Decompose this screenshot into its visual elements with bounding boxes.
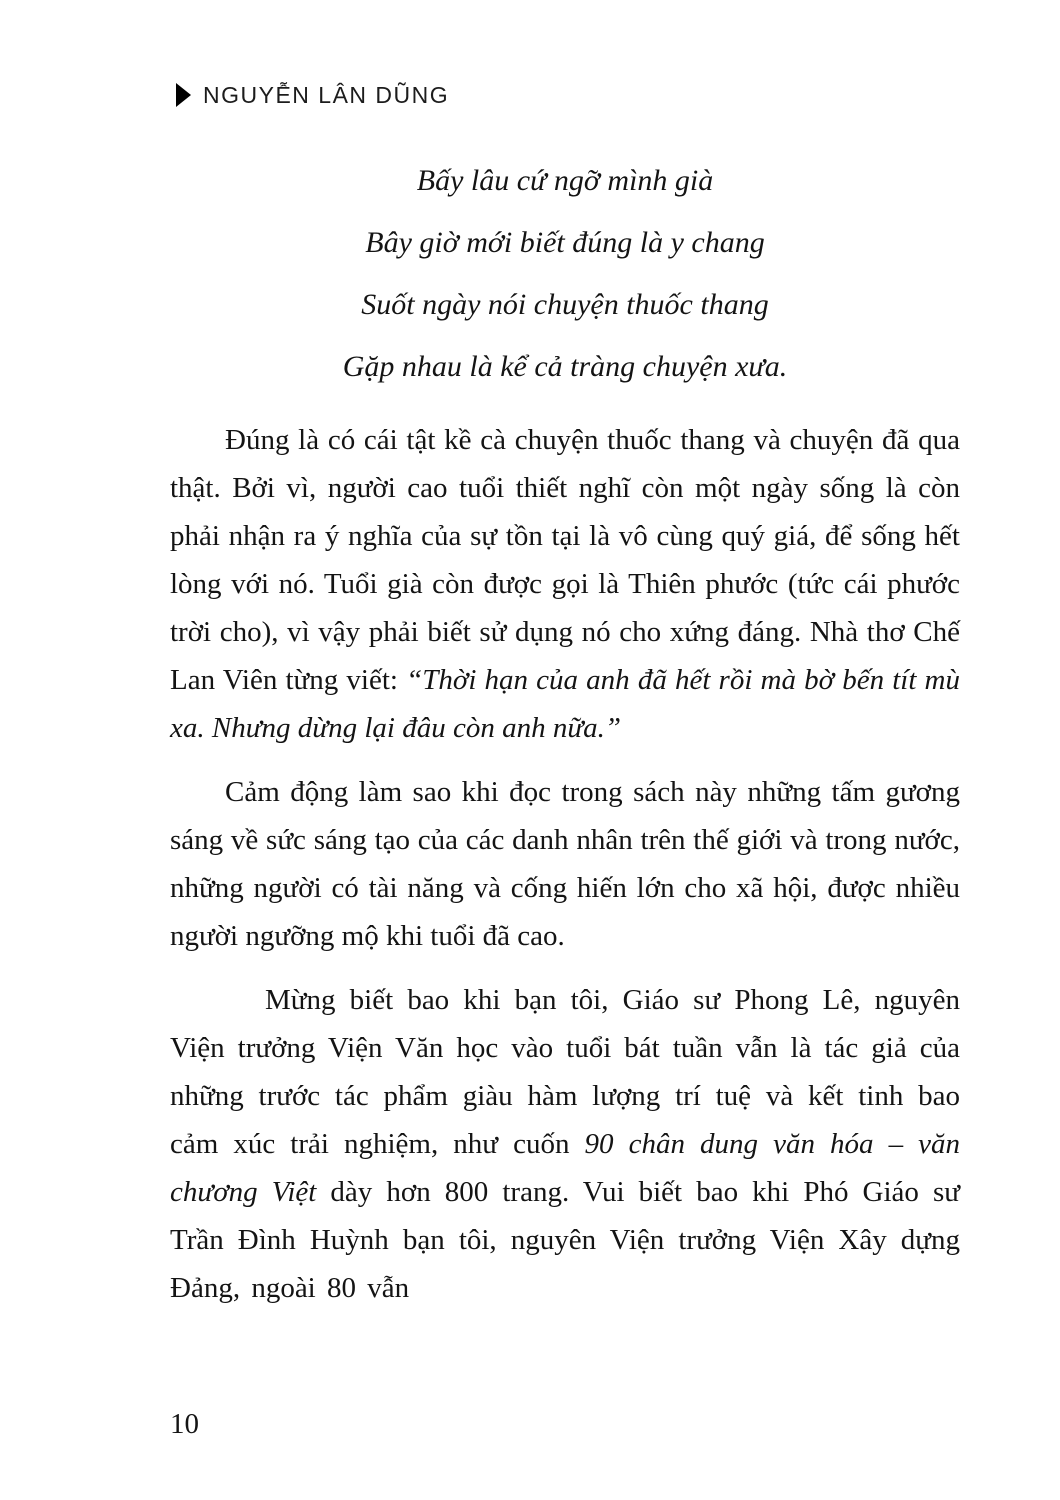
poem-line: Bấy lâu cứ ngỡ mình già [416, 164, 714, 197]
poem-line: Suốt ngày nói chuyện thuốc thang [361, 288, 769, 321]
paragraph-text: Cảm động làm sao khi đọc trong sách này những tấm gương sáng về sức sáng tạo của các danh nhân trên thế giới và trong nước, những người có tài năng và cống hiến lớn cho xã hội, được nhiều người ngưỡng mộ khi tuổi đã cao. [170, 776, 960, 952]
triangle-marker-icon [176, 83, 191, 107]
running-header [176, 82, 449, 109]
paragraph [170, 768, 960, 960]
poem-line: Gặp nhau là kể cả tràng chuyện xưa. [342, 350, 788, 383]
book-title-inline: 90 chân dung văn hóa – văn chương Việt [170, 1128, 960, 1208]
poem-line: Bây giờ mới biết đúng là y chang [365, 226, 765, 259]
page-number: 10 [170, 1408, 199, 1440]
poem-block [170, 150, 960, 398]
paragraph [170, 976, 960, 1312]
paragraph [170, 416, 960, 752]
paragraph-text: Mừng biết bao khi bạn tôi, Giáo sư Phong Lê, nguyên Viện trưởng Viện Văn học vào tuổi bát tuần vẫn là tác giả của những trước tác phẩm giàu hàm lượng trí tuệ và kết tinh bao cảm xúc trải nghiệm, như cuốn [170, 984, 960, 1160]
paragraph-text: dày hơn 800 trang. Vui biết bao khi Phó Giáo sư Trần Đình Huỳnh bạn tôi, nguyên Viện trưởng Viện Xây dựng Đảng, ngoài 80 vẫn [170, 1176, 960, 1304]
author-name: NGUYỄN LÂN DŨNG [203, 82, 450, 108]
page-content [170, 150, 960, 1328]
inline-quote: “Thời hạn của anh đã hết rồi mà bờ bến tít mù xa. Nhưng dừng lại đâu còn anh nữa.” [170, 664, 961, 744]
paragraph-text: Đúng là có cái tật kề cà chuyện thuốc thang và chuyện đã qua thật. Bởi vì, người cao tuổi thiết nghĩ còn một ngày sống là còn phải nhận ra ý nghĩa của sự tồn tại là vô cùng quý giá, để sống hết lòng với nó. Tuổi già còn được gọi là Thiên phước (tức cái phước trời cho), vì vậy phải biết sử dụng nó cho xứng đáng. Nhà thơ Chế Lan Viên từng viết: [170, 424, 960, 696]
